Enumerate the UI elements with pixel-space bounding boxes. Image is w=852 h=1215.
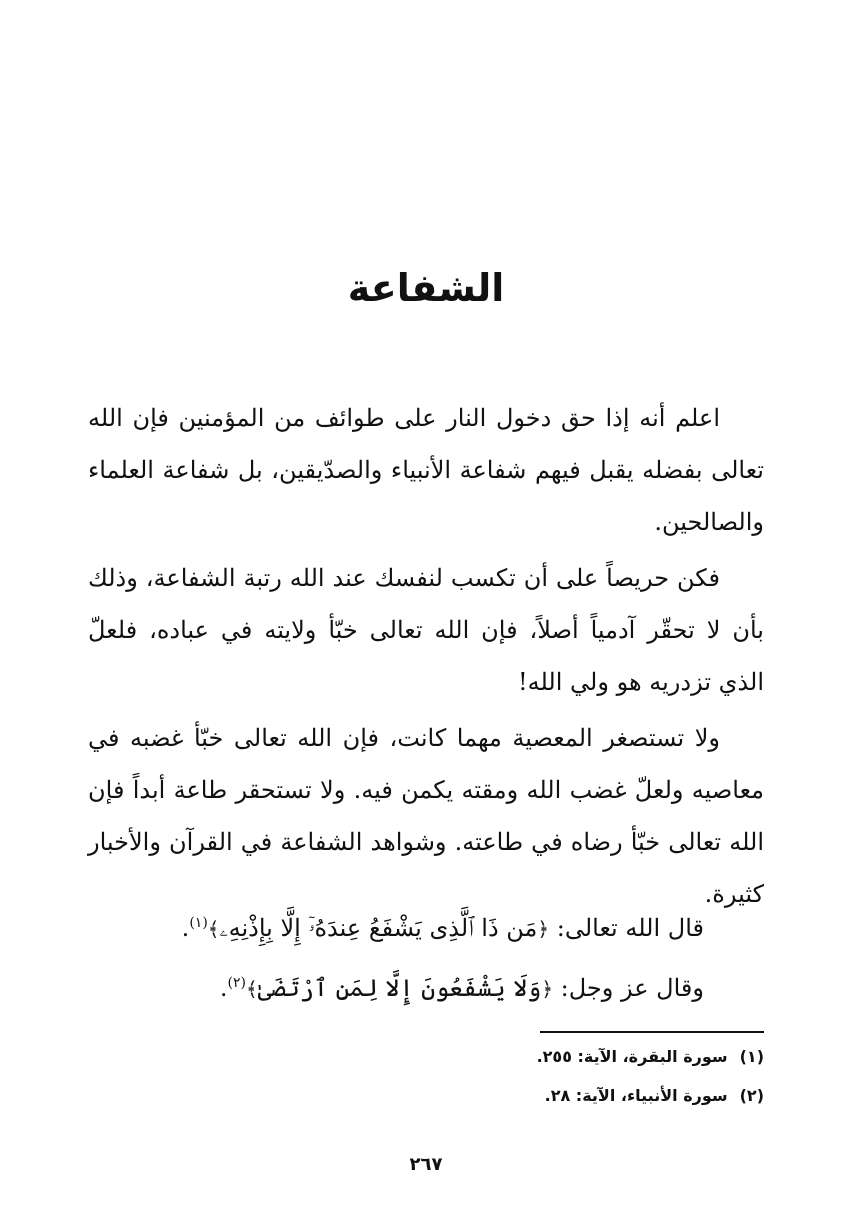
footnote-text: سورة الأنبياء، الآية: ٢٨. — [544, 1086, 728, 1105]
page-number: ٢٦٧ — [409, 1154, 443, 1175]
paragraph-2: فكن حريصاً على أن تكسب لنفسك عند الله رتبة الشفاعة، وذلك بأن لا تحقّر آدمياً أصلاً، فإن الله تعالى خبّأ ولايته في عباده، فلعلّ الذي تزدريه هو ولي الله! — [88, 564, 764, 696]
quran-verse-2 — [220, 958, 704, 1014]
footnote-ref: (٢) — [227, 975, 246, 991]
ornate-close-bracket: ﴾ — [245, 977, 258, 1001]
footnote-text: سورة البقرة، الآية: ٢٥٥. — [536, 1047, 728, 1066]
verse-text: مَن ذَا ٱلَّذِى يَشْفَعُ عِندَهُۥٓ إِلَّا بِإِذْنِهِۦ — [219, 914, 538, 942]
footnote-number: (٢) — [739, 1086, 764, 1105]
chapter-title: الشفاعة — [347, 266, 505, 310]
verse-intro: قال الله تعالى: — [556, 914, 704, 942]
ornate-open-bracket: ﴿ — [541, 977, 554, 1001]
paragraph-1: اعلم أنه إذا حق دخول النار على طوائف من المؤمنين فإن الله تعالى بفضله يقبل فيهم شفاعة الأنبياء والصدّيقين، بل شفاعة العلماء والصالحين. — [88, 404, 764, 536]
verse-end: . — [219, 974, 228, 1002]
footnote-1 — [537, 1042, 764, 1072]
verse-text: وَلَا يَشْفَعُونَ إِلَّا لِمَنِ ٱرْتَضَىٰ — [257, 974, 542, 1002]
footnote-ref: (١) — [189, 915, 208, 931]
footnote-number: (١) — [739, 1047, 764, 1066]
verse-intro: وقال عز وجل: — [560, 974, 704, 1002]
ornate-open-bracket: ﴿ — [537, 917, 550, 941]
footnote-divider — [540, 1031, 764, 1033]
paragraph-3: ولا تستصغر المعصية مهما كانت، فإن الله تعالى خبّأ غضبه في معاصيه ولعلّ غضب الله ومقته يكمن فيه. ولا تستحقر طاعة أبداً فإن الله تعالى خبّأ رضاه في طاعته. وشواهد الشفاعة في القرآن والأخبار كثيرة. — [88, 724, 764, 908]
quran-verse-1 — [182, 898, 704, 954]
ornate-close-bracket: ﴾ — [207, 917, 220, 941]
footnote-2 — [545, 1081, 764, 1111]
verse-end: . — [181, 914, 190, 942]
